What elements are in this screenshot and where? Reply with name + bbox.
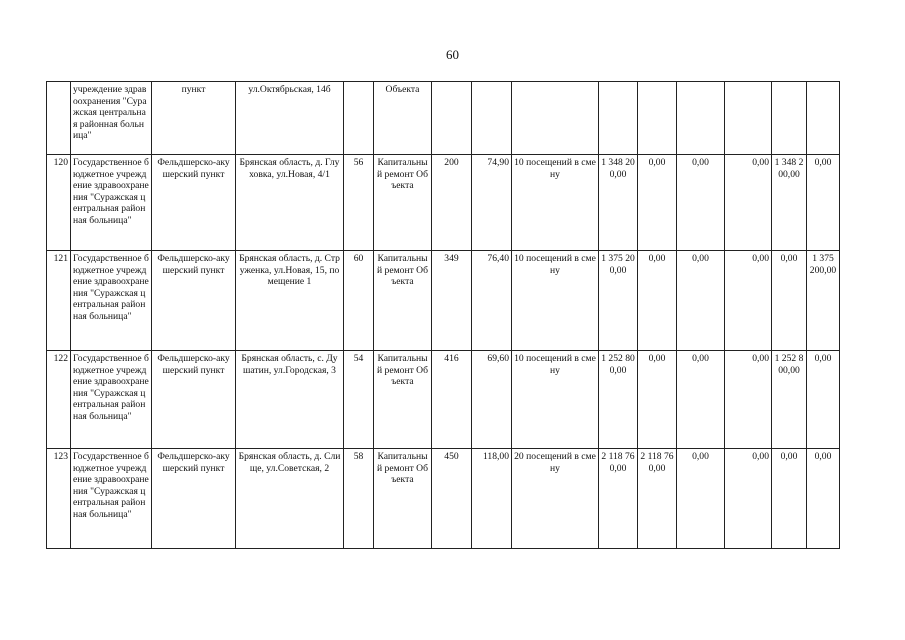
institution-cell: учреждение здравоохранения "Суражская центральная районная больница" — [71, 82, 152, 155]
amount-cell: 0,00 — [677, 351, 725, 449]
col7-cell: 200 — [432, 155, 472, 251]
facility-type-cell: Фельдшерско-акушерский пункт — [152, 155, 236, 251]
amount-cell: 0,00 — [677, 155, 725, 251]
col7-cell: 450 — [432, 449, 472, 549]
row-number: 121 — [47, 251, 71, 351]
amount-cell — [772, 82, 807, 155]
facilities-table — [46, 81, 840, 549]
institution-cell: Государственное бюджетное учреждение здравоохранения "Суражская центральная районная больница" — [71, 251, 152, 351]
area-cell: 58 — [344, 449, 374, 549]
col7-cell — [432, 82, 472, 155]
capacity-cell — [512, 82, 599, 155]
facility-type-cell: Фельдшерско-акушерский пункт — [152, 251, 236, 351]
table-row — [47, 155, 840, 251]
row-number: 122 — [47, 351, 71, 449]
address-cell: Брянская область, д. Глуховка, ул.Новая, 4/1 — [236, 155, 344, 251]
total-cell — [599, 82, 638, 155]
area-cell: 60 — [344, 251, 374, 351]
address-cell: ул.Октябрьская, 14б — [236, 82, 344, 155]
table-row — [47, 251, 840, 351]
institution-cell: Государственное бюджетное учреждение здравоохранения "Суражская центральная районная больница" — [71, 155, 152, 251]
amount-cell: 1 348 200,00 — [772, 155, 807, 251]
table-row — [47, 449, 840, 549]
col7-cell: 349 — [432, 251, 472, 351]
amount-cell: 0,00 — [725, 251, 772, 351]
page-number: 60 — [446, 47, 459, 62]
amount-cell — [677, 82, 725, 155]
amount-cell — [725, 82, 772, 155]
institution-cell: Государственное бюджетное учреждение здравоохранения "Суражская центральная районная больница" — [71, 351, 152, 449]
col8-cell: 76,40 — [472, 251, 512, 351]
total-cell: 2 118 760,00 — [599, 449, 638, 549]
col8-cell: 118,00 — [472, 449, 512, 549]
table-row — [47, 351, 840, 449]
col8-cell: 74,90 — [472, 155, 512, 251]
institution-cell: Государственное бюджетное учреждение здравоохранения "Суражская центральная районная больница" — [71, 449, 152, 549]
address-cell: Брянская область, с. Душатин, ул.Городская, 3 — [236, 351, 344, 449]
capacity-cell: 10 посещений в смену — [512, 251, 599, 351]
amount-cell: 1 252 800,00 — [772, 351, 807, 449]
capacity-cell: 20 посещений в смену — [512, 449, 599, 549]
amount-cell: 0,00 — [807, 449, 840, 549]
table-row — [47, 82, 840, 155]
amount-cell: 0,00 — [677, 449, 725, 549]
amount-cell — [807, 82, 840, 155]
amount-cell: 2 118 760,00 — [638, 449, 677, 549]
work-type-cell: Капитальный ремонт Объекта — [374, 449, 432, 549]
area-cell — [344, 82, 374, 155]
col8-cell — [472, 82, 512, 155]
row-number: 123 — [47, 449, 71, 549]
col8-cell: 69,60 — [472, 351, 512, 449]
facility-type-cell: пункт — [152, 82, 236, 155]
facility-type-cell: Фельдшерско-акушерский пункт — [152, 351, 236, 449]
address-cell: Брянская область, д. Струженка, ул.Новая, 15, помещение 1 — [236, 251, 344, 351]
total-cell: 1 348 200,00 — [599, 155, 638, 251]
amount-cell: 0,00 — [677, 251, 725, 351]
amount-cell: 0,00 — [725, 449, 772, 549]
row-number — [47, 82, 71, 155]
amount-cell: 0,00 — [638, 351, 677, 449]
work-type-cell: Капитальный ремонт Объекта — [374, 251, 432, 351]
amount-cell: 0,00 — [772, 251, 807, 351]
area-cell: 56 — [344, 155, 374, 251]
capacity-cell: 10 посещений в смену — [512, 351, 599, 449]
amount-cell: 0,00 — [638, 155, 677, 251]
amount-cell: 0,00 — [807, 155, 840, 251]
amount-cell: 0,00 — [725, 155, 772, 251]
work-type-cell: Капитальный ремонт Объекта — [374, 351, 432, 449]
total-cell: 1 252 800,00 — [599, 351, 638, 449]
col7-cell: 416 — [432, 351, 472, 449]
amount-cell: 0,00 — [725, 351, 772, 449]
amount-cell: 0,00 — [638, 251, 677, 351]
amount-cell: 1 375 200,00 — [807, 251, 840, 351]
work-type-cell: Объекта — [374, 82, 432, 155]
row-number: 120 — [47, 155, 71, 251]
area-cell: 54 — [344, 351, 374, 449]
amount-cell — [638, 82, 677, 155]
total-cell: 1 375 200,00 — [599, 251, 638, 351]
amount-cell: 0,00 — [807, 351, 840, 449]
address-cell: Брянская область, д. Слище, ул.Советская, 2 — [236, 449, 344, 549]
work-type-cell: Капитальный ремонт Объекта — [374, 155, 432, 251]
capacity-cell: 10 посещений в смену — [512, 155, 599, 251]
amount-cell: 0,00 — [772, 449, 807, 549]
facility-type-cell: Фельдшерско-акушерский пункт — [152, 449, 236, 549]
